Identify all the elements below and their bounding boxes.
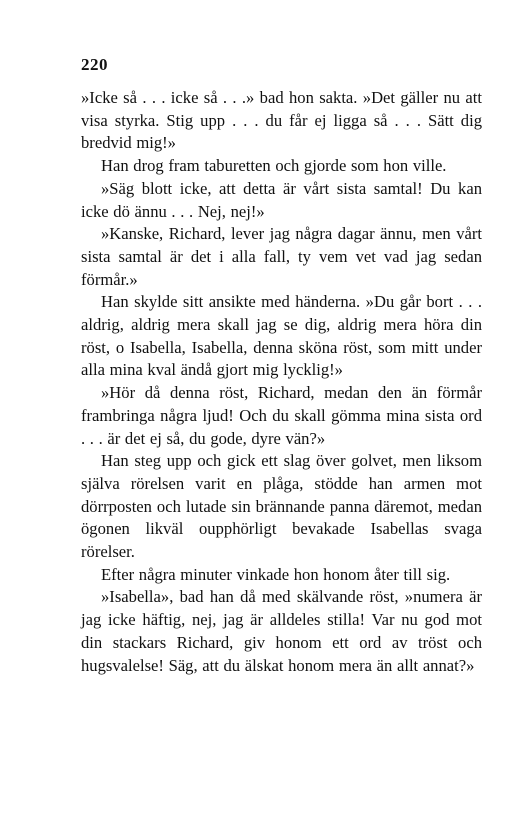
paragraph-6: »Hör då denna röst, Richard, medan den än förmår frambringa några ljud! Och du skall gömma mina sista ord . . . är det ej så, du gode, dyre vän?» (81, 383, 482, 448)
page-number: 220 (81, 55, 108, 74)
paragraph-4: »Kanske, Richard, lever jag några dagar ännu, men vårt sista samtal är det i alla fall, ty vem vet vad jag sedan förmår.» (81, 224, 482, 289)
paragraph-7: Han steg upp och gick ett slag över golvet, men liksom själva rörelsen varit en plåga, stödde han armen mot dörrposten och lutade sin brännande panna däremot, medan ögonen likväl oupphörligt bevakade Isabellas svaga rörelser. (81, 451, 482, 562)
paragraph-8: Efter några minuter vinkade hon honom åter till sig. (101, 564, 451, 584)
paragraph-2: Han drog fram taburetten och gjorde som hon ville. (101, 156, 447, 176)
paragraph-1: »Icke så . . . icke så . . .» bad hon sakta. »Det gäller nu att visa styrka. Stig upp . . . du får ej ligga så . . . Sätt dig bredvid mig!» (81, 88, 482, 153)
paragraph-3: »Säg blott icke, att detta är vårt sista samtal! Du kan icke dö ännu . . . Nej, nej!» (81, 178, 482, 221)
paragraph-9: »Isabella», bad han då med skälvande röst, »numera är jag icke häftig, nej, jag är alldeles stilla! Var nu god mot din stackars Richard, giv honom ett ord av tröst och hugsvalelse! Säg, att du älskat honom mera än allt annat?» (81, 587, 482, 675)
body-text (81, 87, 482, 677)
paragraph-5: Han skylde sitt ansikte med händerna. »Du går bort . . . aldrig, aldrig mera skall jag se dig, aldrig mera höra din röst, o Isabella, Isabella, denna sköna röst, som mitt under alla mina kval ändå gjort mig lycklig!» (81, 292, 482, 380)
